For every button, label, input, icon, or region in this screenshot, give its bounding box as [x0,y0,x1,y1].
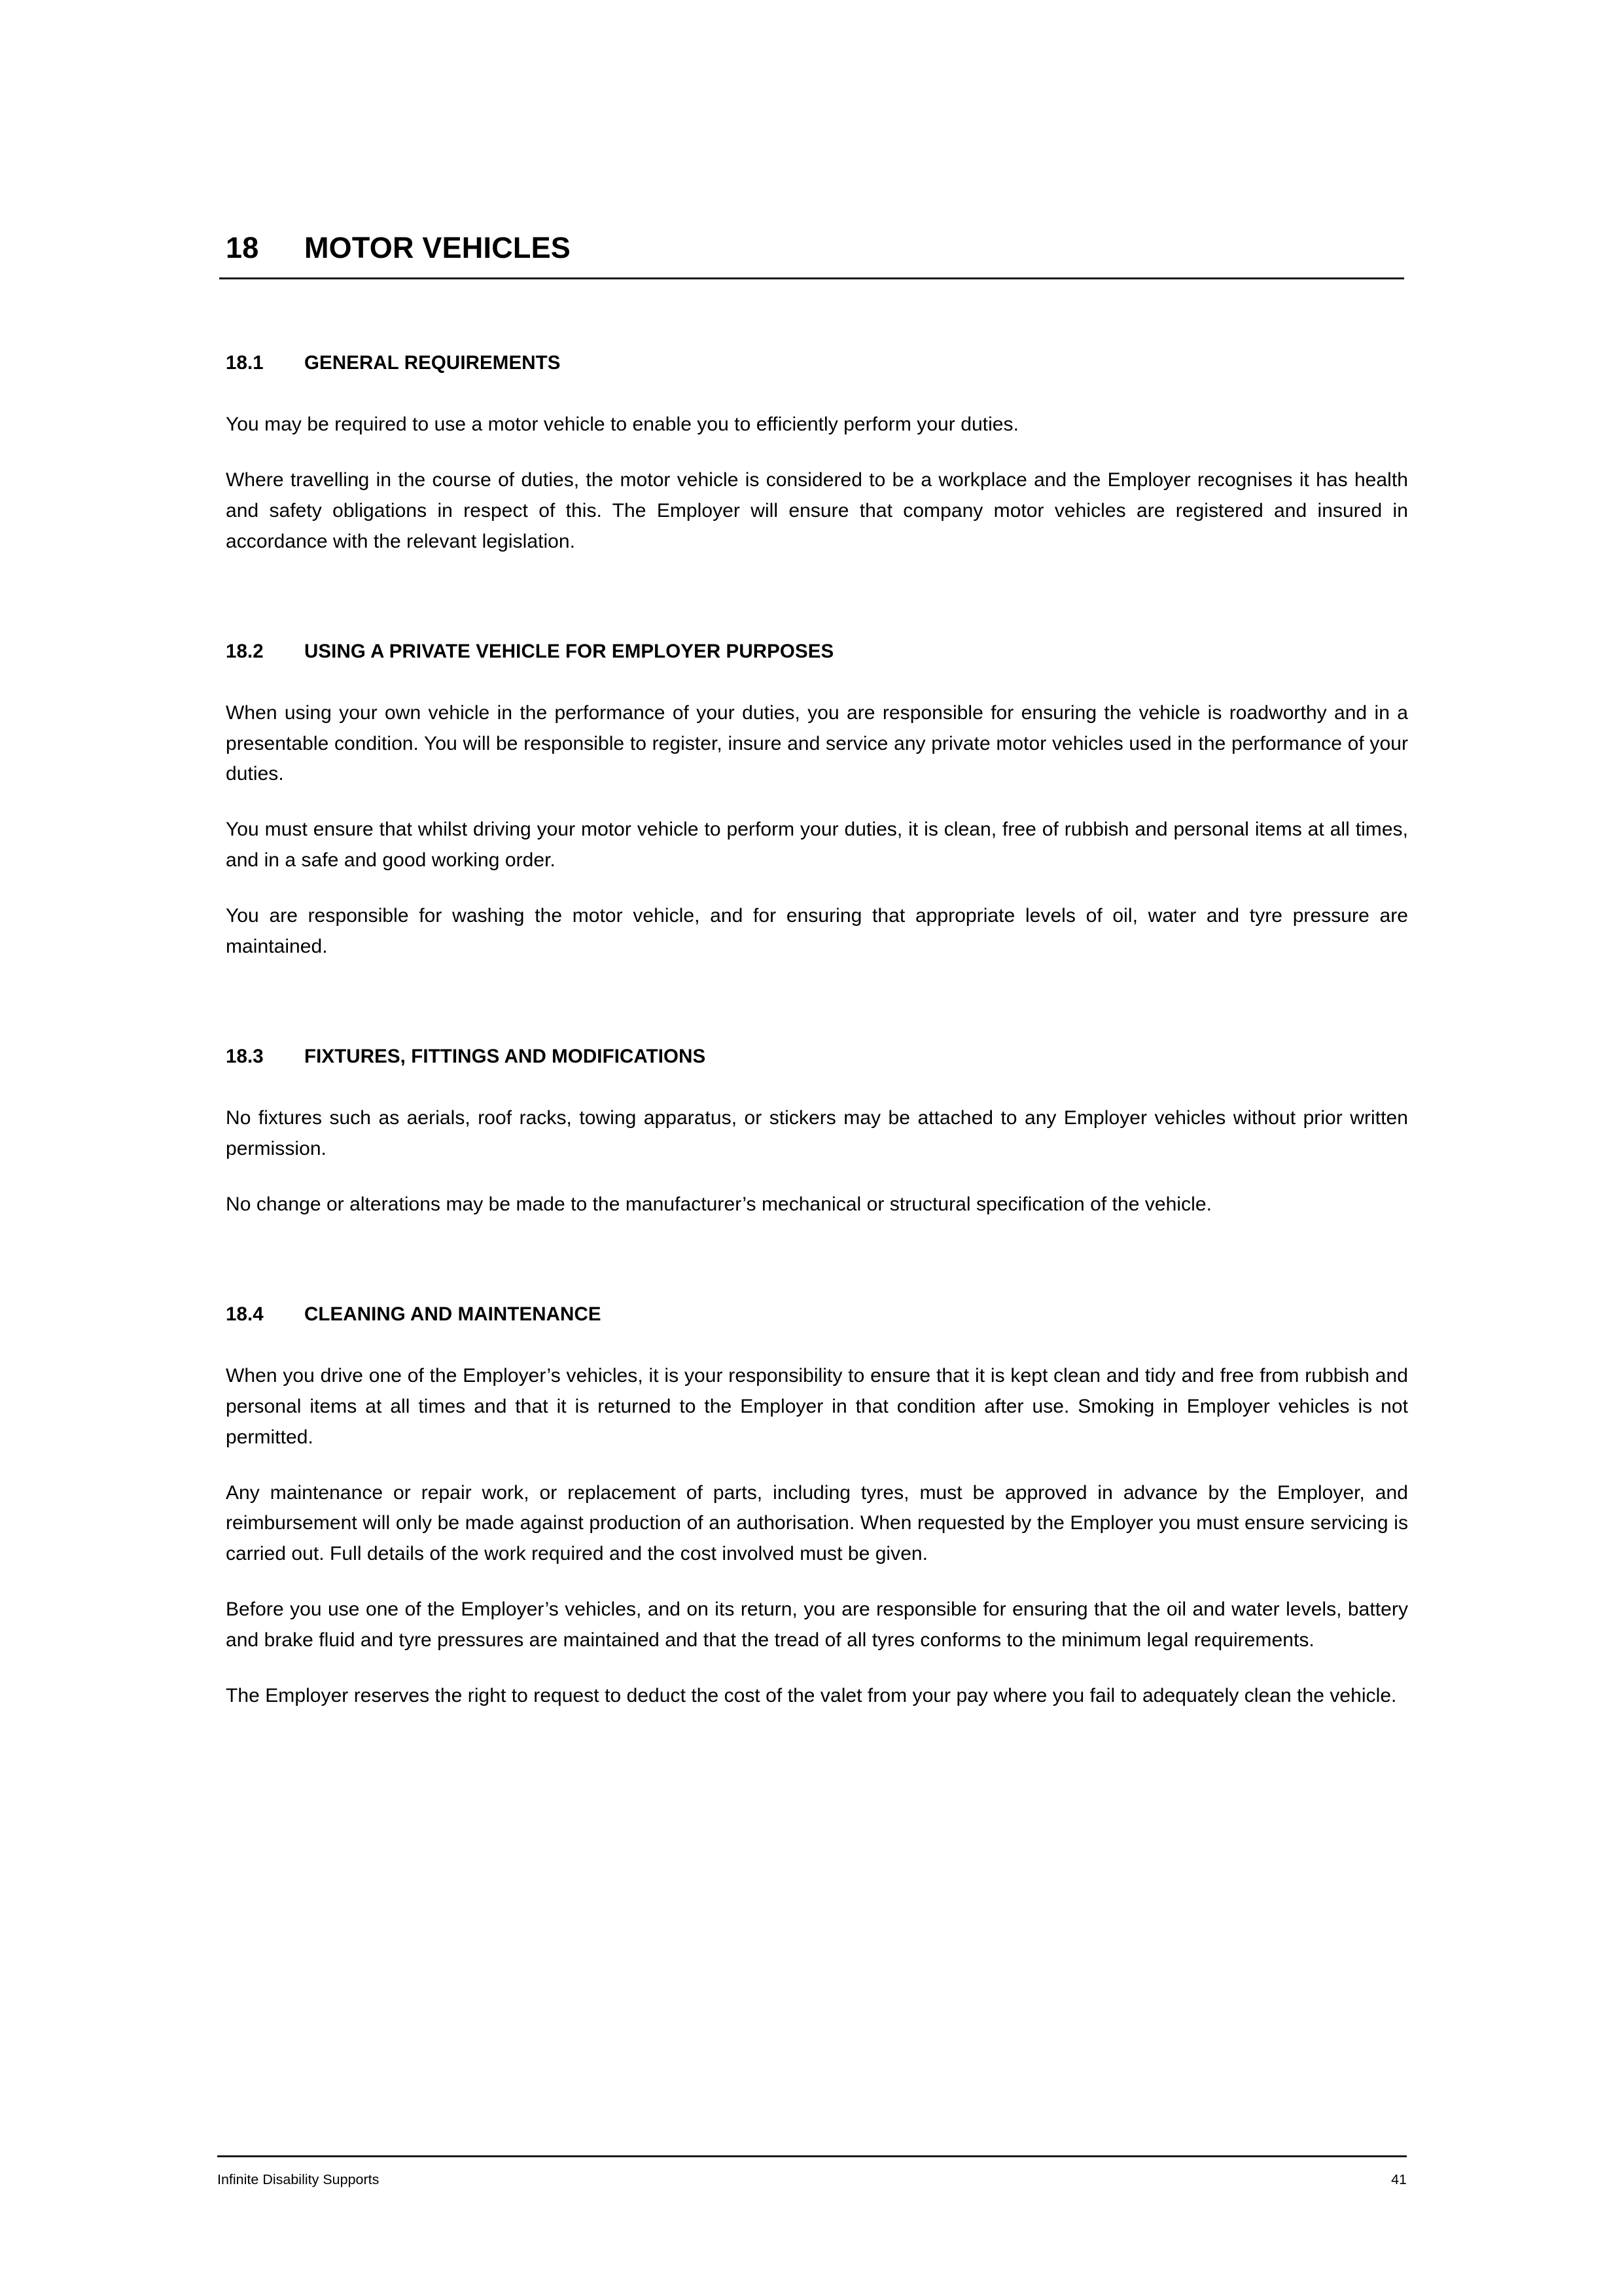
section-number: 18.1 [226,352,264,374]
paragraph: You may be required to use a motor vehicle to enable you to efficiently perform your duties. [226,413,1019,435]
section-title: FIXTURES, FITTINGS AND MODIFICATIONS [304,1046,706,1068]
paragraph: Any maintenance or repair work, or replacement of parts, including tyres, must be approved in advance by the Employer, and reimbursement will only be made against production of an authorisation. When requested by the Employer you must ensure servicing is carried out. Full details of the work required and the cost involved must be given. [226,1481,1408,1565]
paragraph: When you drive one of the Employer’s vehicles, it is your responsibility to ensure that it is kept clean and tidy and free from rubbish and personal items at all times and that it is returned to the Employer in that condition after use. Smoking in Employer vehicles is not permitted. [226,1364,1408,1448]
section-title: CLEANING AND MAINTENANCE [304,1303,601,1325]
chapter-heading [226,230,1408,265]
section-heading-18-2 [226,640,1408,664]
paragraph: No fixtures such as aerials, roof racks, towing apparatus, or stickers may be attached to any Employer vehicles without prior written permission. [226,1107,1408,1159]
chapter-title: MOTOR VEHICLES [304,231,571,264]
section-number: 18.3 [226,1046,264,1068]
footer-row [217,2171,1407,2189]
section-title: USING A PRIVATE VEHICLE FOR EMPLOYER PURPOSES [304,640,834,662]
paragraph: When using your own vehicle in the performance of your duties, you are responsible for ensuring the vehicle is roadworthy and in a presentable condition. You will be responsible to register, insure and service any private motor vehicles used in the performance of your duties. [226,701,1408,785]
paragraph: No change or alterations may be made to the manufacturer’s mechanical or structural specification of the vehicle. [226,1193,1212,1215]
paragraph: Where travelling in the course of duties, the motor vehicle is considered to be a workplace and the Employer recognises it has health and safety obligations in respect of this. The Employer will ensure that company motor vehicles are registered and insured in accordance with the relevant legislation. [226,468,1408,552]
footer-page-number: 41 [1391,2172,1407,2187]
footer-organisation: Infinite Disability Supports [217,2172,380,2187]
section-heading-18-4 [226,1303,1408,1327]
section-heading-18-1 [226,351,1408,376]
section-heading-18-3 [226,1045,1408,1069]
paragraph: The Employer reserves the right to request to deduct the cost of the valet from your pay where you fail to adequately clean the vehicle. [226,1685,1397,1707]
paragraph: Before you use one of the Employer’s vehicles, and on its return, you are responsible for ensuring that the oil and water levels, battery and brake fluid and tyre pressures are maintained and that the tread of all tyres conforms to the minimum legal requirements. [226,1598,1408,1651]
footer-rule [217,2155,1407,2157]
section-title: GENERAL REQUIREMENTS [304,352,561,374]
chapter-number: 18 [226,231,259,264]
page-content [226,230,1408,1712]
section-number: 18.2 [226,640,264,662]
paragraph: You are responsible for washing the motor vehicle, and for ensuring that appropriate levels of oil, water and tyre pressure are maintained. [226,905,1408,958]
paragraph: You must ensure that whilst driving your motor vehicle to perform your duties, it is clean, free of rubbish and personal items at all times, and in a safe and good working order. [226,819,1408,872]
page-footer [217,2155,1407,2189]
section-number: 18.4 [226,1303,264,1325]
chapter-heading-rule [219,277,1404,279]
